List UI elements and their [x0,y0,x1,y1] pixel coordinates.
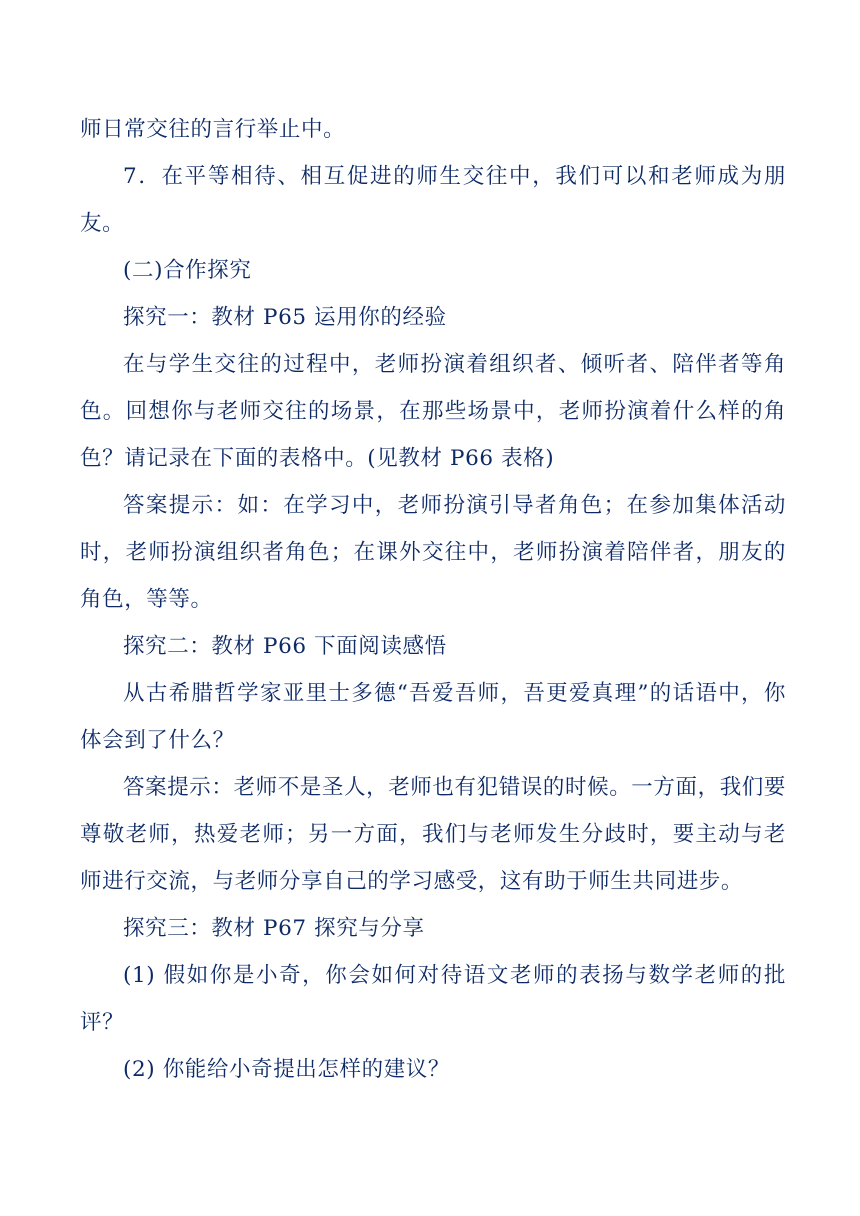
section-heading-cooperative-inquiry: (二)合作探究 [123,258,252,283]
inquiry-3-question-2: (2) 你能给小奇提出怎样的建议？ [123,1057,450,1082]
inquiry-2-question: 从古希腊哲学家亚里士多德“吾爱吾师，吾更爱真理”的话语中，你体会到了什么？ [80,681,786,753]
inquiry-3-question-1: (1) 假如你是小奇，你会如何对待语文老师的表扬与数学老师的批评？ [80,963,786,1035]
inquiry-1-question: 在与学生交往的过程中，老师扮演着组织者、倾听者、陪伴者等角色。回想你与老师交往的场景，在那些场景中，老师扮演着什么样的角色？请记录在下面的表格中。(见教材 P66 表格) [80,352,786,471]
paragraph-continuation: 师日常交往的言行举止中。 [80,117,346,142]
paragraph-point-7: 7．在平等相待、相互促进的师生交往中，我们可以和老师成为朋友。 [80,164,786,236]
document-body [80,106,786,1093]
inquiry-2-heading: 探究二：教材 P66 下面阅读感悟 [123,634,447,659]
inquiry-2-answer: 答案提示：老师不是圣人，老师也有犯错误的时候。一方面，我们要尊敬老师，热爱老师；另一方面，我们与老师发生分歧时，要主动与老师进行交流，与老师分享自己的学习感受，这有助于师生共同进步。 [80,775,787,894]
inquiry-1-heading: 探究一：教材 P65 运用你的经验 [123,305,447,330]
inquiry-3-heading: 探究三：教材 P67 探究与分享 [123,916,425,941]
inquiry-1-answer: 答案提示：如：在学习中，老师扮演引导者角色；在参加集体活动时，老师扮演组织者角色；在课外交往中，老师扮演着陪伴者，朋友的角色，等等。 [80,493,786,612]
